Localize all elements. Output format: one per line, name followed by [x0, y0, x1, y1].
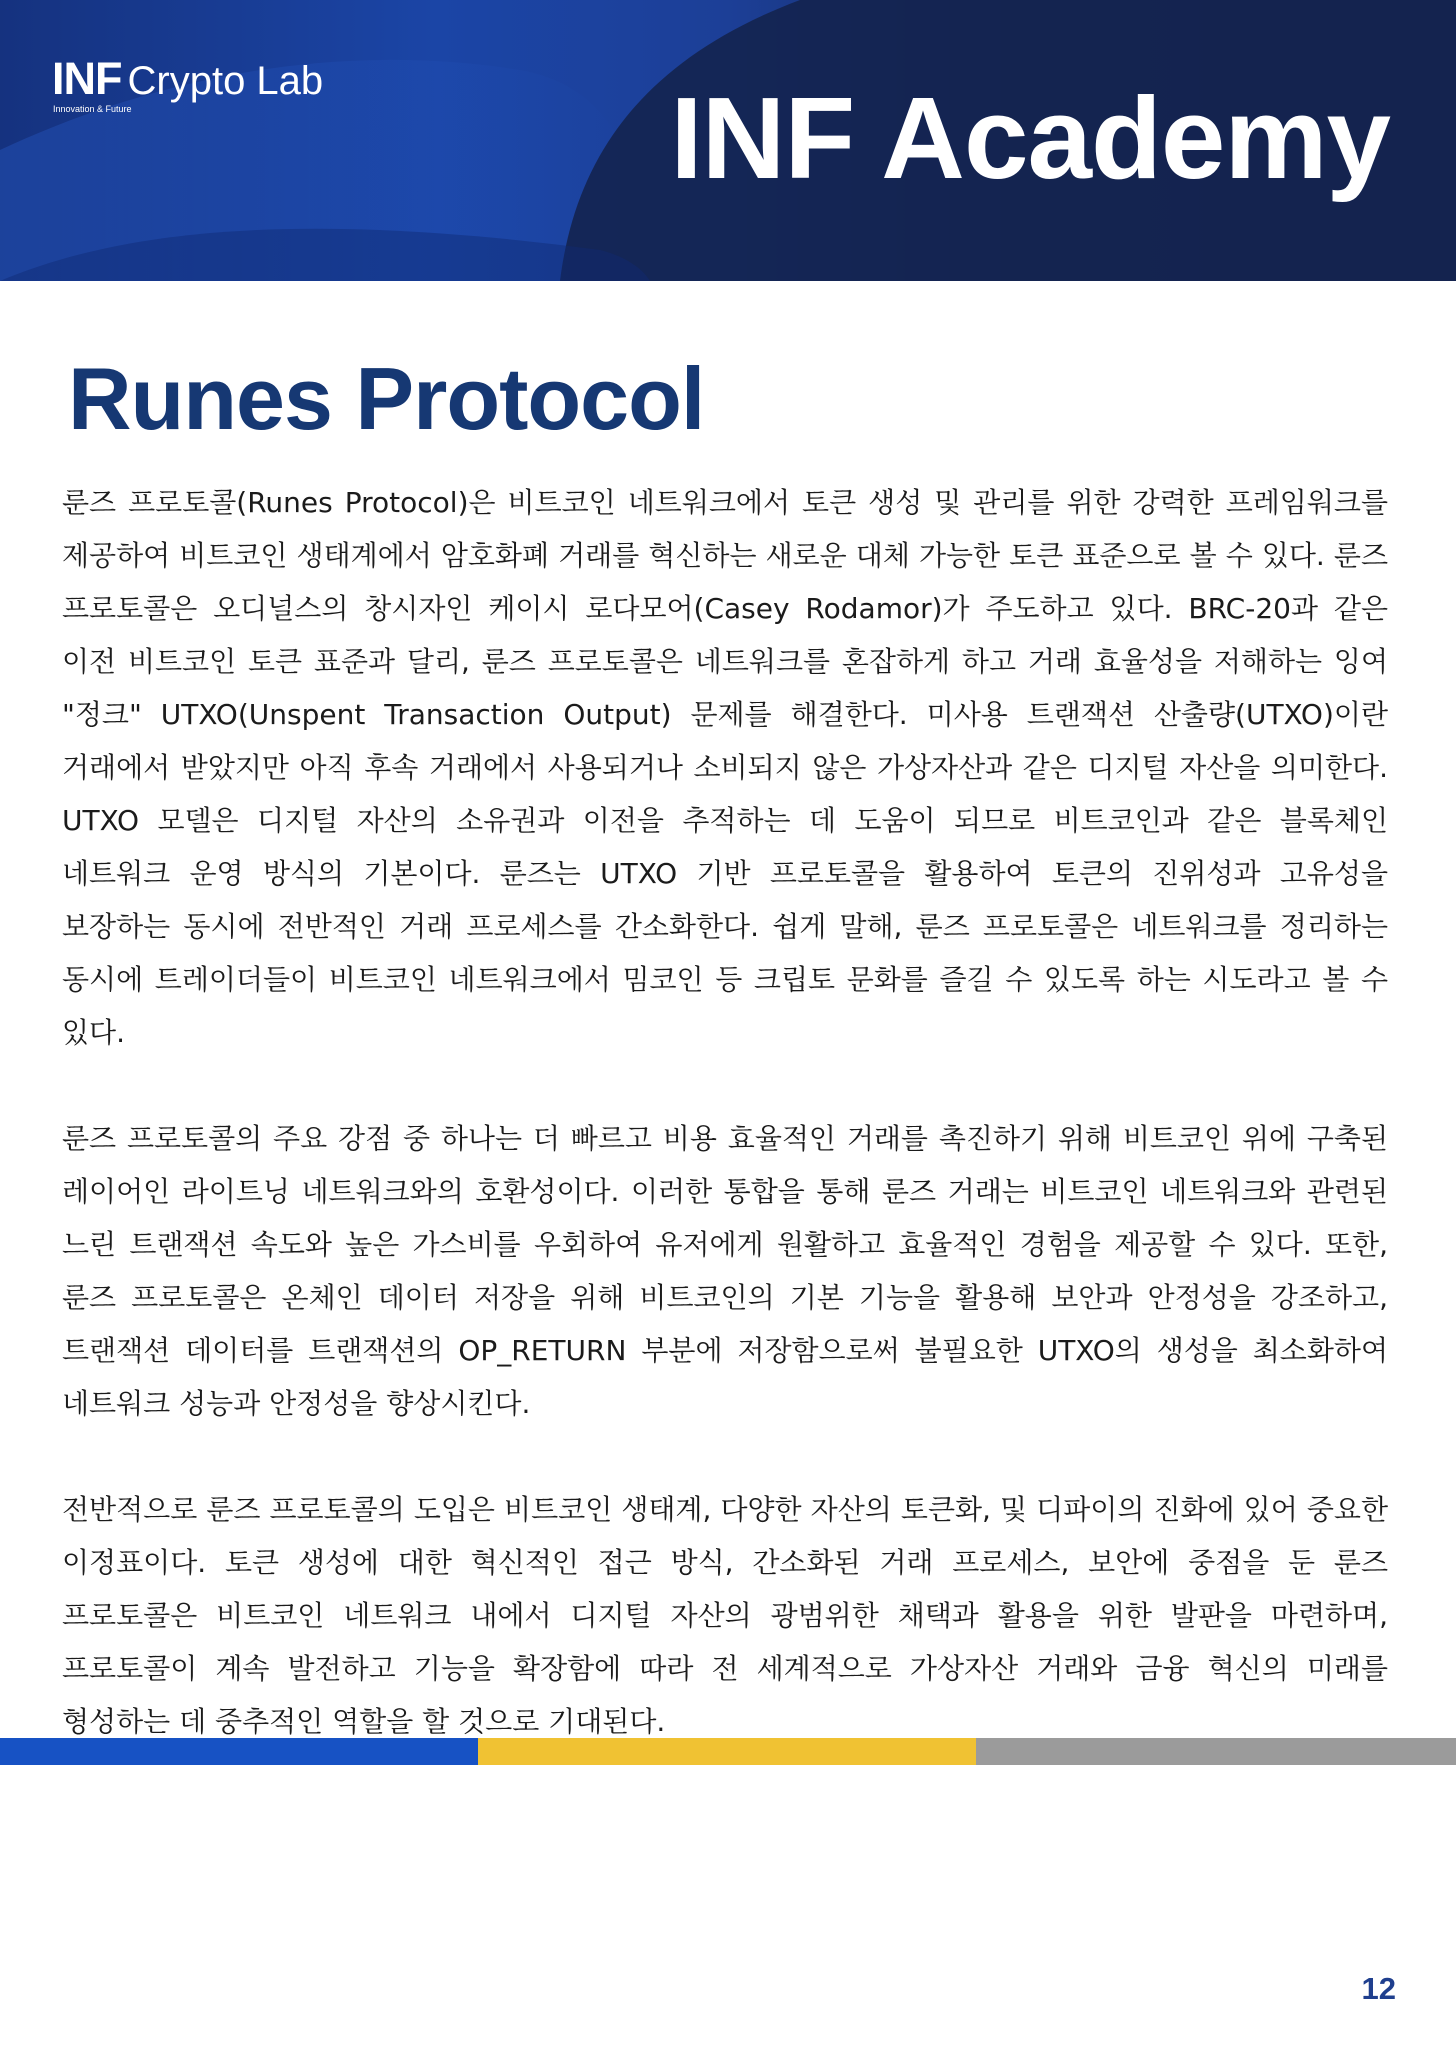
header-banner — [0, 0, 1456, 281]
footer-stripe-yellow — [478, 1738, 976, 1765]
logo — [52, 53, 324, 114]
logo-name: Crypto Lab — [127, 59, 324, 103]
paragraph: 전반적으로 룬즈 프로토콜의 도입은 비트코인 생태계, 다양한 자산의 토큰화, 및 디파이의 진화에 있어 중요한 이정표이다. 토큰 생성에 대한 혁신적인 접근 방식, 간소화된 거래 프로세스, 보안에 중점을 둔 룬즈 프로토콜은 비트코인 네트워크 내에서 디지털 자산의 광범위한 채택과 활용을 위한 발판을 마련하며, 프로토콜이 계속 발전하고 기능을 확장함에 따라 전 세계적으로 가상자산 거래와 금융 혁신의 미래를 형성하는 데 중추적인 역할을 할 것으로 기대된다. — [62, 1493, 1388, 1738]
footer-stripe-gray — [976, 1738, 1456, 1765]
footer-stripe-blue — [0, 1738, 478, 1765]
paragraph: 룬즈 프로토콜의 주요 강점 중 하나는 더 빠르고 비용 효율적인 거래를 촉진하기 위해 비트코인 위에 구축된 레이어인 라이트닝 네트워크와의 호환성이다. 이러한 통합을 통해 룬즈 거래는 비트코인 네트워크와 관련된 느린 트랜잭션 속도와 높은 가스비를 우회하여 유저에게 원활하고 효율적인 경험을 제공할 수 있다. 또한, 룬즈 프로토콜은 온체인 데이터 저장을 위해 비트코인의 기본 기능을 활용해 보안과 안정성을 강조하고, 트랜잭션 데이터를 트랜잭션의 OP_RETURN 부분에 저장함으로써 불필요한 UTXO의 생성을 최소화하여 네트워크 성능과 안정성을 향상시킨다. — [62, 1122, 1388, 1420]
page-number: 12 — [1361, 1971, 1396, 2006]
banner-title: INF Academy — [670, 73, 1390, 203]
paragraph: 룬즈 프로토콜(Runes Protocol)은 비트코인 네트워크에서 토큰 생성 및 관리를 위한 강력한 프레임워크를 제공하여 비트코인 생태계에서 암호화폐 거래를 혁신하는 새로운 대체 가능한 토큰 표준으로 볼 수 있다. 룬즈 프로토콜은 오디널스의 창시자인 케이시 로다모어(Casey Rodamor)가 주도하고 있다. BRC-20과 같은 이전 비트코인 토큰 표준과 달리, 룬즈 프로토콜은 네트워크를 혼잡하게 하고 거래 효율성을 저해하는 잉여 "정크" UTXO(Unspent Transaction Output) 문제를 해결한다. 미사용 트랜잭션 산출량(UTXO)이란 거래에서 받았지만 아직 후속 거래에서 사용되거나 소비되지 않은 가상자산과 같은 디지털 자산을 의미한다. UTXO 모델은 디지털 자산의 소유권과 이전을 추적하는 데 도움이 되므로 비트코인과 같은 블록체인 네트워크 운영 방식의 기본이다. 룬즈는 UTXO 기반 프로토콜을 활용하여 토큰의 진위성과 고유성을 보장하는 동시에 전반적인 거래 프로세스를 간소화한다. 쉽게 말해, 룬즈 프로토콜은 네트워크를 정리하는 동시에 트레이더들이 비트코인 네트워크에서 밈코인 등 크립토 문화를 즐길 수 있도록 하는 시도라고 볼 수 있다. — [62, 486, 1388, 1049]
logo-tagline: Innovation & Future — [53, 104, 132, 114]
logo-mark: INF — [52, 53, 122, 104]
page-title: Runes Protocol — [68, 349, 705, 448]
article-body — [62, 476, 1388, 1801]
